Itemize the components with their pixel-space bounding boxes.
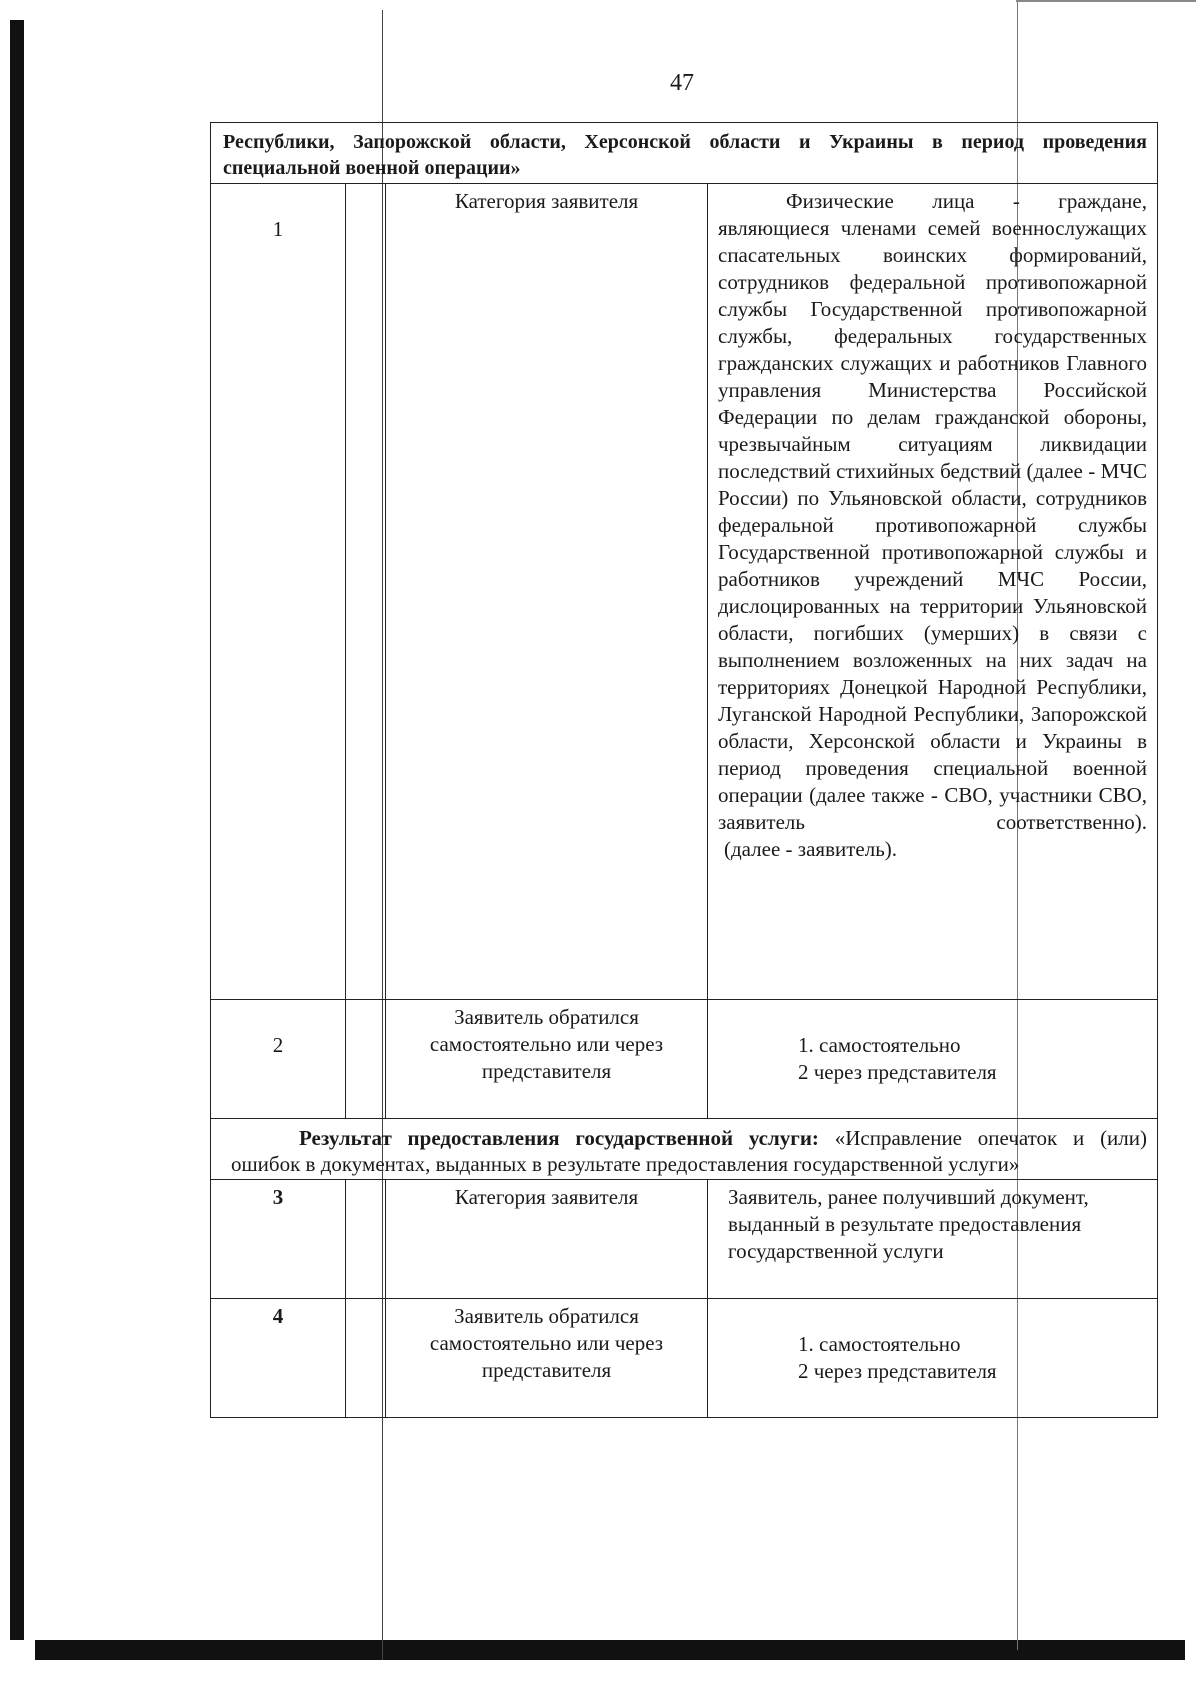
header-banner-text: Республики, Запорожской области, Херсонской области и Украины в период проведения специальной военной операции» — [223, 131, 1147, 179]
row-number: 4 — [211, 1299, 346, 1417]
applicant-category-text: Физические лица - граждане, являющиеся членами семей военнослужащих спасательных воинских формирований, сотрудников федеральной противопожарной службы Государственной противопожарной службы, федеральных государственных гражданских служащих и работников Главного управления Министерства Российской Федерации по делам гражданской обороны, чрезвычайным ситуациям ликвидации последствий стихийных бедствий (далее - МЧС России) по Ульяновской области, сотрудников федеральной противопожарной службы Государственной противопожарной службы и работников учреждений МЧС России, дислоцированных на территории Ульяновской области, погибших (умерших) в связи с выполнением возложенных на них задач на территориях Донецкой Народной Республики, Луганской Народной Республики, Запорожской области, Херсонской области и Украины в период проведения специальной военной операции (далее также - СВО, участники СВО, заявитель соответственно). — [718, 189, 1147, 834]
table-row — [211, 1179, 1157, 1298]
row-label: Категория заявителя — [386, 184, 708, 999]
result-banner-bold: Результат предоставления государственной услуги: — [299, 1126, 819, 1150]
row-spacer — [346, 1299, 386, 1417]
row-value — [708, 184, 1157, 999]
scan-edge-left — [10, 20, 24, 1640]
result-banner — [211, 1118, 1157, 1179]
page-number: 47 — [670, 70, 694, 96]
table-header-banner — [211, 123, 1157, 183]
fold-line — [1016, 0, 1196, 2]
row-spacer — [346, 1000, 386, 1118]
option-representative: 2 через представителя — [798, 1359, 997, 1383]
scan-edge-bottom — [35, 1640, 1185, 1660]
row-value: Заявитель, ранее получивший документ, выданный в результате предоставления государственной услуги — [728, 1185, 1089, 1263]
row-label: Заявитель обратился самостоятельно или через представителя — [386, 1299, 708, 1417]
table-row — [211, 1298, 1157, 1417]
result-banner-text — [211, 1119, 1157, 1179]
option-representative: 2 через представителя — [798, 1060, 997, 1084]
row-number: 2 — [211, 1000, 346, 1118]
row-value — [708, 1000, 1157, 1118]
table-row — [211, 999, 1157, 1118]
applicant-category-tail: (далее - заявитель). — [724, 837, 898, 861]
table-row — [211, 183, 1157, 999]
row-number: 1 — [211, 184, 346, 999]
row-number: 3 — [211, 1180, 346, 1298]
row-value — [708, 1299, 1157, 1417]
service-table — [210, 122, 1158, 1418]
row-spacer — [346, 184, 386, 999]
option-self: 1. самостоятельно — [798, 1332, 961, 1356]
result-banner-value: «Исправление опечаток и (или) ошибок в документах, выданных в результате предоставления государственной услуги» — [231, 1126, 1148, 1176]
option-self: 1. самостоятельно — [798, 1033, 961, 1057]
row-label: Категория заявителя — [386, 1180, 708, 1298]
row-spacer — [346, 1180, 386, 1298]
row-label: Заявитель обратился самостоятельно или через представителя — [386, 1000, 708, 1118]
